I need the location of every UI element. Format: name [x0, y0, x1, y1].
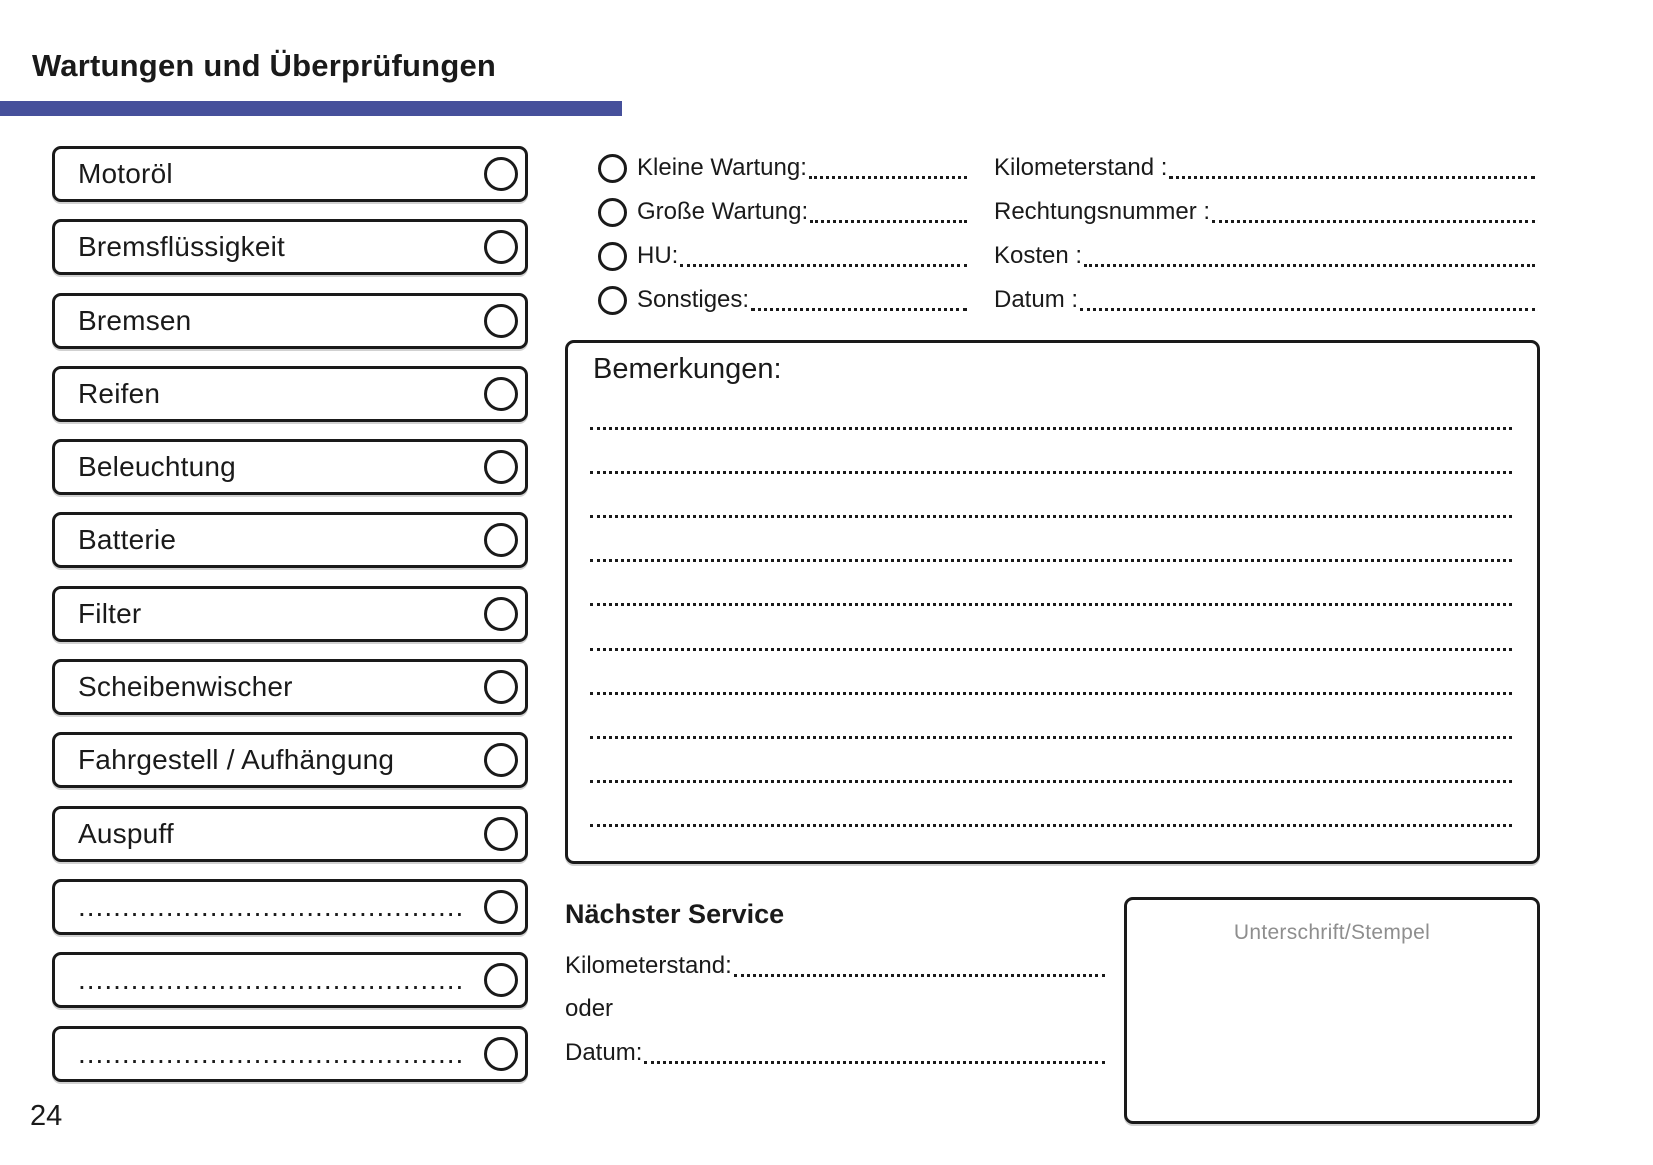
- remark-input-line[interactable]: [590, 606, 1512, 650]
- option-kleine-wartung: [598, 146, 967, 190]
- option-grosse-wartung: [598, 190, 967, 234]
- signature-stamp-box[interactable]: [1124, 897, 1540, 1124]
- field-label: Datum:: [565, 1038, 643, 1066]
- remark-input-line[interactable]: [590, 651, 1512, 695]
- field-kilometerstand: [994, 146, 1535, 190]
- check-circle[interactable]: [484, 230, 518, 264]
- checklist-item-blank-3: [52, 1026, 528, 1082]
- next-service-section: [565, 897, 1105, 1075]
- radio-circle[interactable]: [598, 198, 627, 227]
- field-label: Rechtungsnummer :: [994, 198, 1211, 225]
- checklist-item-scheibenwischer: [52, 659, 528, 715]
- dotted-input-line[interactable]: [1084, 264, 1535, 267]
- write-in-dotted-line[interactable]: ............................................: [78, 1037, 465, 1069]
- checklist-item-reifen: [52, 366, 528, 422]
- checklist-item-blank-2: [52, 952, 528, 1008]
- option-label: HU:: [637, 242, 679, 269]
- remark-input-line[interactable]: [590, 518, 1512, 562]
- next-service-oder: [565, 988, 1105, 1032]
- field-label: oder: [565, 995, 614, 1023]
- field-rechtungsnummer: [994, 190, 1535, 234]
- maintenance-checklist: [52, 146, 528, 1099]
- option-hu: [598, 234, 967, 278]
- signature-stamp-label: Unterschrift/Stempel: [1233, 921, 1431, 944]
- field-label: Kilometerstand :: [994, 154, 1168, 181]
- checklist-item-fahrgestell-aufhaengung: [52, 732, 528, 788]
- dotted-input-line[interactable]: [1169, 176, 1535, 179]
- check-circle[interactable]: [484, 1037, 518, 1071]
- option-sonstiges: [598, 278, 967, 322]
- radio-circle[interactable]: [598, 286, 627, 315]
- check-circle[interactable]: [484, 450, 518, 484]
- checklist-item-label: Filter: [78, 597, 142, 629]
- checklist-item-label: Batterie: [78, 524, 177, 556]
- check-circle[interactable]: [484, 523, 518, 557]
- checklist-item-label: Auspuff: [78, 817, 174, 849]
- checklist-item-beleuchtung: [52, 439, 528, 495]
- dotted-input-line[interactable]: [809, 176, 967, 179]
- checklist-item-label: Fahrgestell / Aufhängung: [78, 744, 395, 776]
- checklist-item-bremsfluessigkeit: [52, 219, 528, 275]
- field-label: Kilometerstand:: [565, 951, 732, 979]
- checklist-item-label: Reifen: [78, 377, 161, 409]
- field-kosten: [994, 234, 1535, 278]
- next-service-rows: [565, 944, 1105, 1075]
- dotted-input-line[interactable]: [644, 1061, 1105, 1064]
- check-circle[interactable]: [484, 304, 518, 338]
- check-circle[interactable]: [484, 670, 518, 704]
- title-underline-bar: [0, 101, 622, 116]
- field-label: Kosten :: [994, 242, 1083, 269]
- service-type-options: [598, 146, 967, 322]
- check-circle[interactable]: [484, 963, 518, 997]
- checklist-item-blank-1: [52, 879, 528, 935]
- checklist-item-label: Scheibenwischer: [78, 671, 293, 703]
- check-circle[interactable]: [484, 377, 518, 411]
- checklist-item-filter: [52, 586, 528, 642]
- check-circle[interactable]: [484, 597, 518, 631]
- remark-input-line[interactable]: [590, 739, 1512, 783]
- checklist-item-auspuff: [52, 806, 528, 862]
- remarks-box: [565, 340, 1540, 864]
- page-title: Wartungen und Überprüfungen: [32, 48, 497, 83]
- dotted-input-line[interactable]: [680, 264, 967, 267]
- next-service-kilometerstand: [565, 944, 1105, 988]
- page-number: 24: [30, 1100, 63, 1132]
- checklist-item-batterie: [52, 512, 528, 568]
- dotted-input-line[interactable]: [1080, 308, 1535, 311]
- remarks-title: Bemerkungen:: [593, 353, 782, 385]
- radio-circle[interactable]: [598, 154, 627, 183]
- dotted-input-line[interactable]: [1212, 220, 1535, 223]
- remark-input-line[interactable]: [590, 562, 1512, 606]
- remark-input-line[interactable]: [590, 695, 1512, 739]
- checklist-item-motoroel: [52, 146, 528, 202]
- remark-input-line[interactable]: [590, 783, 1512, 827]
- checklist-item-bremsen: [52, 293, 528, 349]
- check-circle[interactable]: [484, 157, 518, 191]
- checklist-item-label: Beleuchtung: [78, 451, 236, 483]
- next-service-title: Nächster Service: [565, 899, 785, 929]
- option-label: Kleine Wartung:: [637, 154, 807, 181]
- dotted-input-line[interactable]: [810, 220, 967, 223]
- write-in-dotted-line[interactable]: ............................................: [78, 890, 465, 922]
- dotted-input-line[interactable]: [751, 308, 967, 311]
- remarks-lines: [568, 386, 1537, 827]
- check-circle[interactable]: [484, 817, 518, 851]
- option-label: Sonstiges:: [637, 286, 750, 313]
- next-service-datum: [565, 1031, 1105, 1075]
- check-circle[interactable]: [484, 890, 518, 924]
- service-detail-fields: [994, 146, 1535, 322]
- remark-input-line[interactable]: [590, 430, 1512, 474]
- dotted-input-line[interactable]: [734, 974, 1105, 977]
- write-in-dotted-line[interactable]: ............................................: [78, 964, 465, 996]
- remark-input-line[interactable]: [590, 474, 1512, 518]
- radio-circle[interactable]: [598, 242, 627, 271]
- checklist-item-label: Bremsflüssigkeit: [78, 231, 286, 263]
- check-circle[interactable]: [484, 743, 518, 777]
- remark-input-line[interactable]: [590, 386, 1512, 430]
- field-label: Datum :: [994, 286, 1079, 313]
- checklist-item-label: Motoröl: [78, 158, 173, 189]
- field-datum: [994, 278, 1535, 322]
- checklist-item-label: Bremsen: [78, 304, 192, 336]
- option-label: Große Wartung:: [637, 198, 809, 225]
